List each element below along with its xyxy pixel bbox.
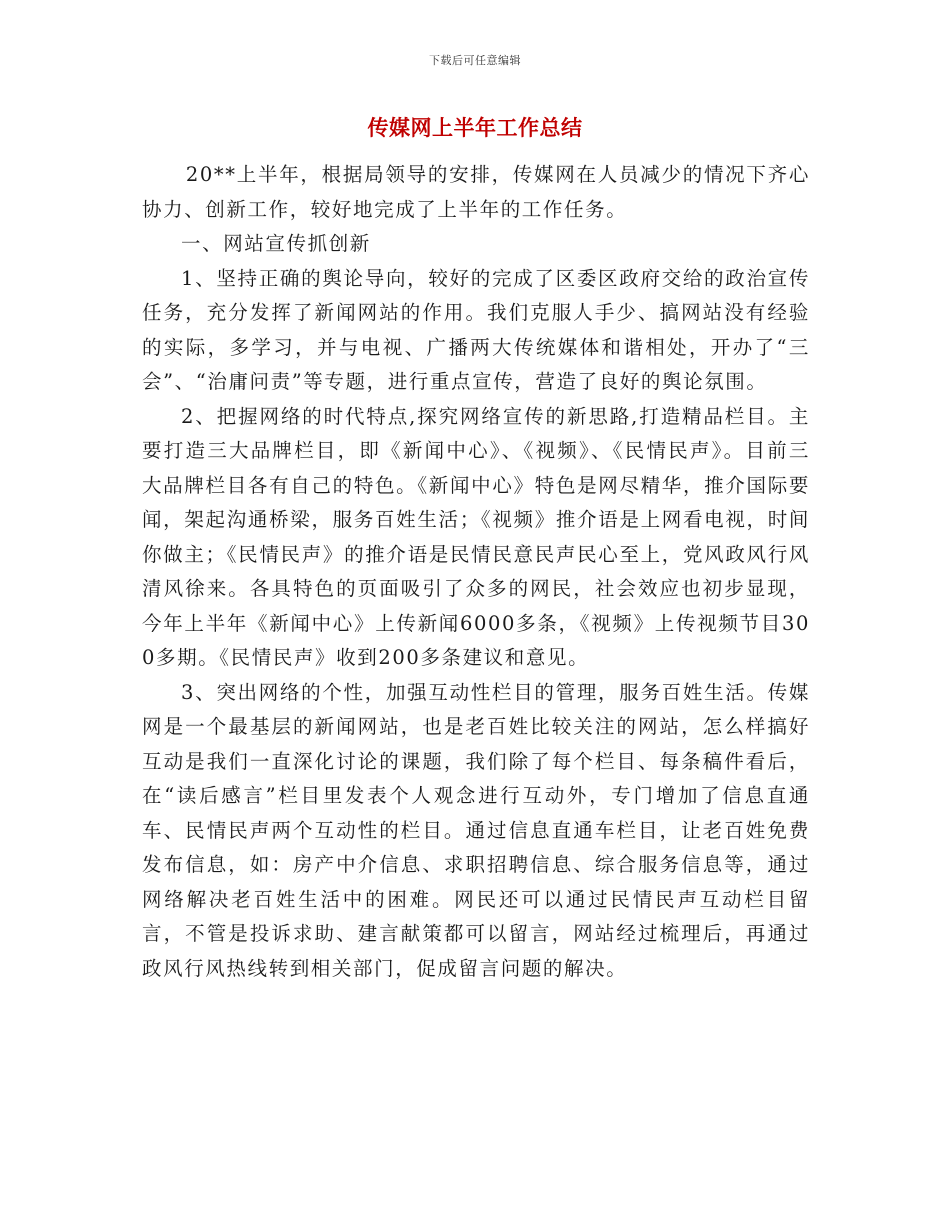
intro-paragraph: 20**上半年，根据局领导的安排，传媒网在人员减少的情况下齐心协力、创新工作，较好地完成了上半年的工作任务。 [142, 163, 810, 221]
document-title: 传媒网上半年工作总结 [367, 115, 583, 140]
section-heading: 一、网站宣传抓创新 [181, 232, 371, 255]
header-note: 下载后可任意编辑 [429, 54, 521, 67]
item-3-paragraph: 3、突出网络的个性，加强互动性栏目的管理，服务百姓生活。传媒网是一个最基层的新闻网站，也是老百姓比较关注的网站，怎么样搞好互动是我们一直深化讨论的课题，我们除了每个栏目、每条稿件看后，在“读后感言”栏目里发表个人观念进行互动外，专门增加了信息直通车、民情民声两个互动性的栏目。通过信息直通车栏目，让老百姓免费发布信息，如：房产中介信息、求职招聘信息、综合服务信息等，通过网络解决老百姓生活中的困难。网民还可以通过民情民声互动栏目留言，不管是投诉求助、建言献策都可以留言，网站经过梳理后，再通过政风行风热线转到相关部门，促成留言问题的解决。 [142, 680, 810, 980]
item-1-paragraph: 1、坚持正确的舆论导向，较好的完成了区委区政府交给的政治宣传任务，充分发挥了新闻网站的作用。我们克服人手少、搞网站没有经验的实际，多学习，并与电视、广播两大传统媒体和谐相处，开办了“三会”、“治庸问责”等专题，进行重点宣传，营造了良好的舆论氛围。 [142, 266, 810, 393]
document-body [142, 158, 810, 986]
item-2-paragraph: 2、把握网络的时代特点,探究网络宣传的新思路,打造精品栏目。主要打造三大品牌栏目，即《新闻中心》、《视频》、《民情民声》。目前三大品牌栏目各有自己的特色。《新闻中心》特色是网尽精华，推介国际要闻，架起沟通桥梁，服务百姓生活；《视频》推介语是上网看电视，时间你做主；《民情民声》的推介语是民情民意民声民心至上，党风政风行风清风徐来。各具特色的页面吸引了众多的网民，社会效应也初步显现，今年上半年《新闻中心》上传新闻6000多条，《视频》上传视频节目300多期。《民情民声》收到200多条建议和意见。 [142, 404, 810, 669]
